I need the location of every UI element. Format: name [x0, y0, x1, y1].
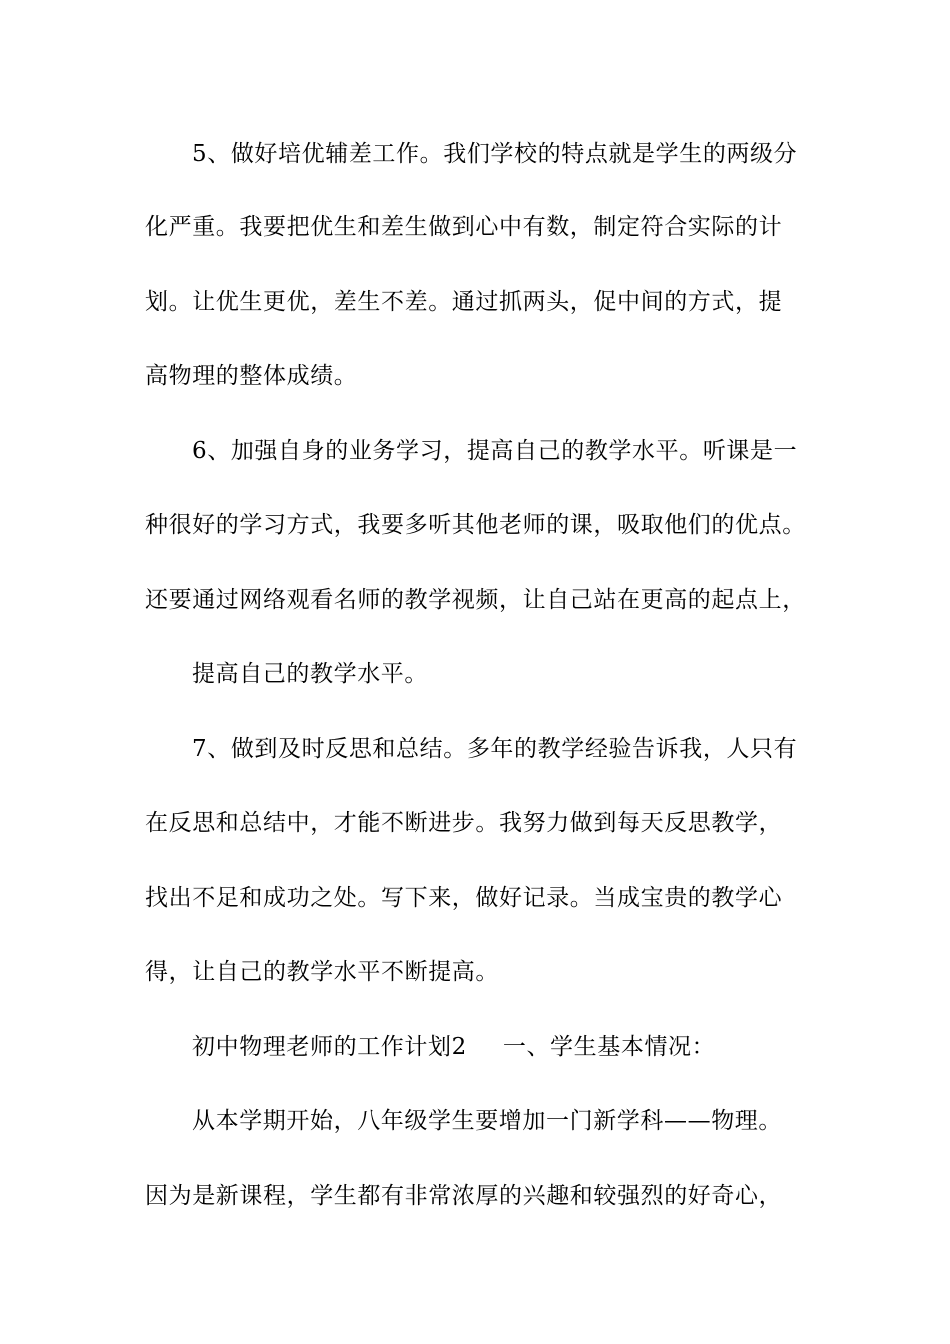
- section-heading: [192, 1032, 715, 1062]
- paragraph-line: 5、做好培优辅差工作。我们学校的特点就是学生的两级分: [192, 141, 798, 167]
- paragraph-line: 找出不足和成功之处。写下来，做好记录。当成宝贵的教学心: [145, 885, 783, 911]
- paragraph-line: 从本学期开始，八年级学生要增加一门新学科——物理。: [192, 1108, 782, 1134]
- paragraph-line: 还要通过网络观看名师的教学视频，让自己站在更高的起点上，: [145, 587, 806, 613]
- paragraph-line: 6、加强自身的业务学习，提高自己的教学水平。听课是一: [192, 438, 798, 464]
- section-subtitle: 一、学生基本情况：: [502, 1034, 716, 1060]
- section-title: 初中物理老师的工作计划2: [192, 1034, 467, 1060]
- paragraph-line: 划。让优生更优，差生不差。通过抓两头，促中间的方式，提: [145, 289, 783, 315]
- paragraph-line: 得，让自己的教学水平不断提高。: [145, 959, 499, 985]
- paragraph-line: 提高自己的教学水平。: [192, 661, 428, 687]
- paragraph-line: 因为是新课程，学生都有非常浓厚的兴趣和较强烈的好奇心，: [145, 1183, 783, 1209]
- paragraph-line: 高物理的整体成绩。: [145, 363, 358, 389]
- paragraph-line: 在反思和总结中，才能不断进步。我努力做到每天反思教学，: [145, 810, 783, 836]
- paragraph-line: 化严重。我要把优生和差生做到心中有数，制定符合实际的计: [145, 214, 783, 240]
- paragraph-line: 7、做到及时反思和总结。多年的教学经验告诉我，人只有: [192, 736, 798, 762]
- paragraph-line: 种很好的学习方式，我要多听其他老师的课，吸取他们的优点。: [145, 512, 806, 538]
